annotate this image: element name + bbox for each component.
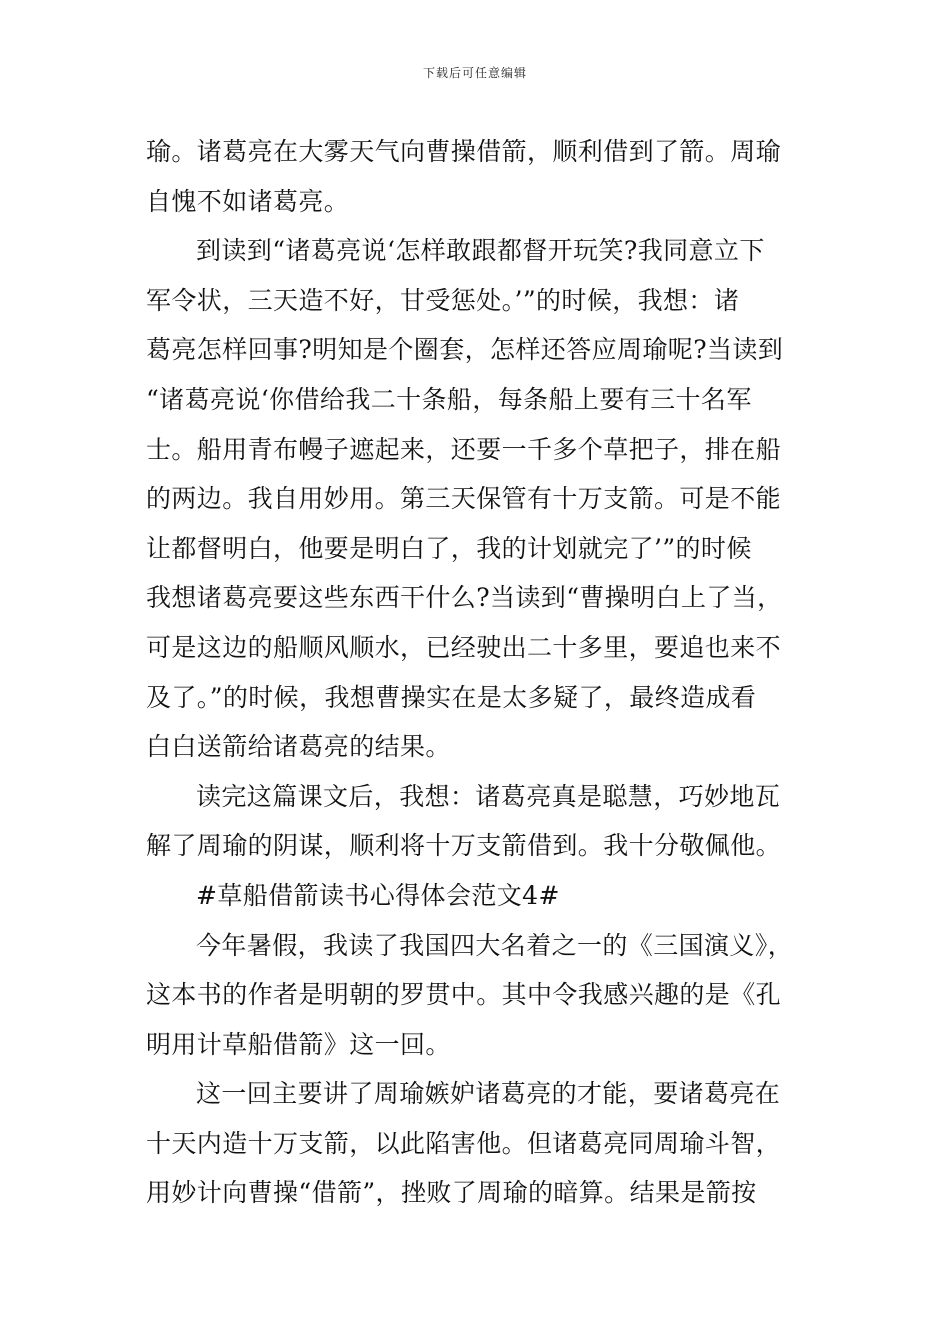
text-line: 明用计草船借箭》这一回。 (146, 1029, 451, 1059)
text-line: 士。船用青布幔子遮起来，还要一千多个草把子，排在船 (146, 434, 782, 464)
text-line: 十天内造十万支箭，以此陷害他。但诸葛亮同周瑜斗智， (146, 1128, 782, 1158)
text-line: 我想诸葛亮要这些东西干什么?当读到“曹操明白上了当， (146, 583, 783, 613)
text-line: 葛亮怎样回事?明知是个圈套，怎样还答应周瑜呢?当读到 (146, 335, 784, 365)
text-line: 白白送箭给诸葛亮的结果。 (146, 732, 451, 762)
page-header: 下载后可任意编辑 (422, 66, 527, 80)
document-body (146, 127, 811, 1218)
text-line: 这本书的作者是明朝的罗贯中。其中令我感兴趣的是《孔 (146, 980, 782, 1010)
text-line: “诸葛亮说‘你借给我二十条船，每条船上要有三十名军 (146, 384, 752, 414)
text-line: 到读到“诸葛亮说‘怎样敢跟都督开玩笑?我同意立下 (196, 236, 765, 266)
text-line: 的两边。我自用妙用。第三天保管有十万支箭。可是不能 (146, 484, 782, 514)
text-line: 用妙计向曹操“借箭”，挫败了周瑜的暗算。结果是箭按 (146, 1178, 757, 1208)
text-line: 自愧不如诸葛亮。 (146, 186, 350, 216)
text-line: 解了周瑜的阴谋，顺利将十万支箭借到。我十分敬佩他。 (146, 831, 782, 861)
text-line: 瑜。诸葛亮在大雾天气向曹操借箭，顺利借到了箭。周瑜 (146, 137, 782, 166)
section-heading: #草船借箭读书心得体会范文4# (196, 880, 560, 910)
text-line: 及了。”的时候，我想曹操实在是太多疑了，最终造成看 (146, 682, 757, 712)
text-line: 今年暑假，我读了我国四大名着之一的《三国演义》， (196, 930, 794, 960)
text-line: 读完这篇课文后，我想：诸葛亮真是聪慧，巧妙地瓦 (196, 781, 781, 811)
text-line: 这一回主要讲了周瑜嫉妒诸葛亮的才能，要诸葛亮在 (196, 1079, 781, 1109)
text-line: 军令状，三天造不好，甘受惩处。’”的时候，我想：诸 (146, 285, 740, 315)
text-line: 让都督明白，他要是明白了，我的计划就完了’”的时候 (146, 533, 752, 563)
text-line: 可是这边的船顺风顺水，已经驶出二十多里，要追也来不 (146, 632, 782, 662)
